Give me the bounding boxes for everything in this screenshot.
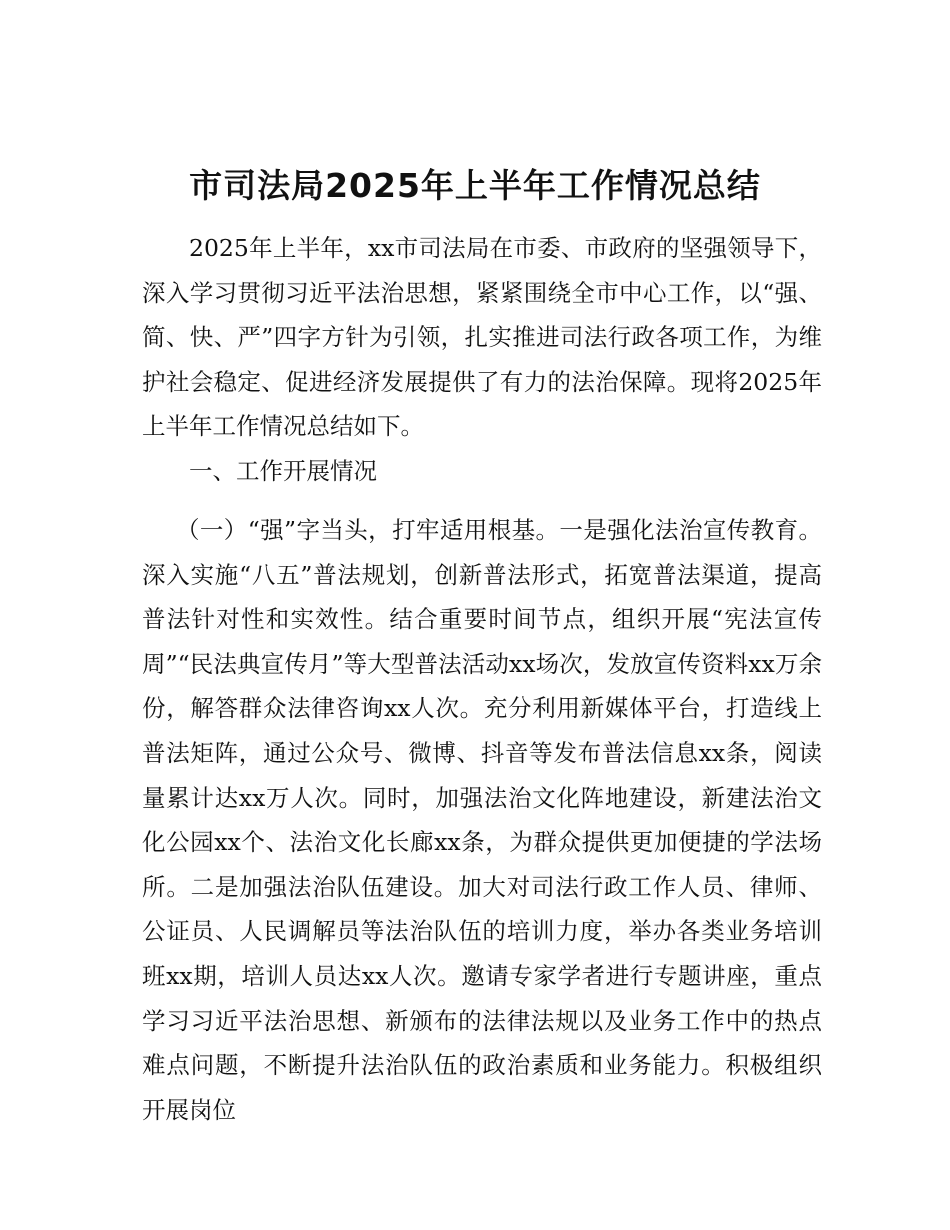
section-paragraph: （一）“强”字当头，打牢适用根基。一是强化法治宣传教育。深入实施“八五”普法规划，创新普法形式，拓宽普法渠道，提高普法针对性和实效性。结合重要时间节点，组织开展“宪法宣传周”“民法典宣传月”等大型普法活动xx场次，发放宣传资料xx万余份，解答群众法律咨询xx人次。充分利用新媒体平台，打造线上普法矩阵，通过公众号、微博、抖音等发布普法信息xx条，阅读量累计达xx万人次。同时，加强法治文化阵地建设，新建法治文化公园xx个、法治文化长廊xx条，为群众提供更加便捷的学法场所。二是加强法治队伍建设。加大对司法行政工作人员、律师、公证员、人民调解员等法治队伍的培训力度，举办各类业务培训班xx期，培训人员达xx人次。邀请专家学者进行专题讲座，重点学习习近平法治思想、新颁布的法律法规以及业务工作中的热点难点问题，不断提升法治队伍的政治素质和业务能力。积极组织开展岗位 [142, 516, 822, 1124]
section-heading: 一、工作开展情况 [189, 457, 377, 485]
page-title: 市司法局2025年上半年工作情况总结 [189, 166, 761, 205]
intro-paragraph: 2025年上半年，xx市司法局在市委、市政府的坚强领导下，深入学习贯彻习近平法治思想，紧紧围绕全市中心工作，以“强、简、快、严”四字方针为引领，扎实推进司法行政各项工作，为维护社会稳定、促进经济发展提供了有力的法治保障。现将2025年上半年工作情况总结如下。 [142, 234, 822, 441]
